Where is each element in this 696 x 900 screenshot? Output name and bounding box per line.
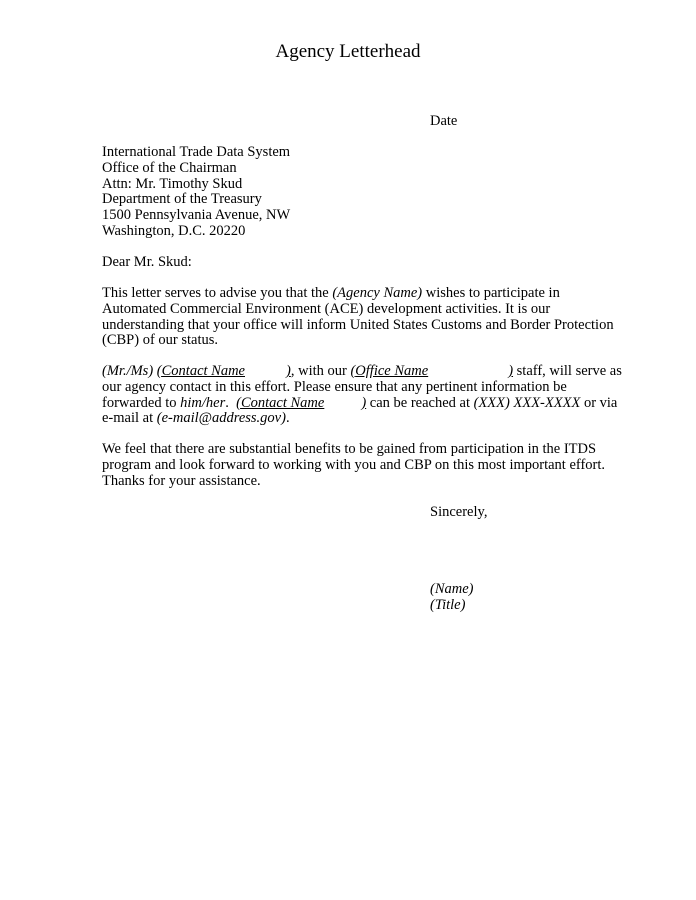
contact-name-field-2 xyxy=(236,395,366,411)
paragraph-line: Automated Commercial Environment (ACE) development activities. It is our xyxy=(102,300,551,317)
paragraph-line xyxy=(102,394,618,412)
email-placeholder: (e-mail@address.gov) xyxy=(156,410,286,427)
phone-placeholder: (XXX) XXX-XXXX xyxy=(473,394,581,411)
closing: Sincerely, xyxy=(430,504,488,520)
paragraph-contact xyxy=(102,363,622,427)
address-line: Office of the Chairman xyxy=(102,159,237,176)
pronoun-placeholder: him/her xyxy=(180,394,226,411)
agency-name-placeholder: (Agency Name) xyxy=(332,285,423,301)
paragraph-line xyxy=(102,411,602,427)
recipient-address xyxy=(102,145,602,240)
contact-name-placeholder: Contact Name xyxy=(240,394,325,411)
text: . xyxy=(225,394,237,411)
paragraph-line: Thanks for your assistance. xyxy=(102,472,261,489)
text: forwarded to xyxy=(102,394,181,411)
paren: ) xyxy=(508,363,514,379)
paragraph-line: program and look forward to working with you and CBP on this most important effort. xyxy=(102,456,606,473)
text: This letter serves to advise you that the xyxy=(102,285,333,301)
signature-block xyxy=(430,582,474,614)
signer-name-placeholder: (Name) xyxy=(430,581,474,597)
text: e-mail at xyxy=(102,410,157,427)
paragraph-line: understanding that your office will inform United States Customs and Border Protection xyxy=(102,316,614,333)
signer-title-placeholder: (Title) xyxy=(430,596,466,613)
office-name-placeholder: Office Name xyxy=(355,363,429,379)
paragraph-line xyxy=(102,286,602,302)
address-line: 1500 Pennsylvania Avenue, NW xyxy=(102,207,291,224)
paragraph-line xyxy=(102,363,622,380)
office-name-field xyxy=(350,363,513,379)
paren: ( xyxy=(350,363,356,379)
paragraph-line: (CBP) of our status. xyxy=(102,332,218,349)
date-placeholder: Date xyxy=(430,113,458,129)
paragraph-thanks xyxy=(102,441,606,489)
letterhead-title: Agency Letterhead xyxy=(275,41,421,62)
address-line: Attn: Mr. Timothy Skud xyxy=(102,175,243,192)
text: can be reached at xyxy=(366,394,474,411)
text: or via xyxy=(580,394,618,411)
text: . xyxy=(285,410,290,427)
paren: ) xyxy=(286,363,291,379)
address-line: International Trade Data System xyxy=(102,144,291,160)
paren: ( xyxy=(236,394,241,411)
address-line: Washington, D.C. 20220 xyxy=(102,222,246,239)
text: , with our xyxy=(290,363,351,379)
contact-name-field xyxy=(157,363,291,379)
text: wishes to participate in xyxy=(422,285,560,301)
paren: ( xyxy=(156,363,162,379)
text: staff, will serve as xyxy=(513,363,622,379)
address-line: Department of the Treasury xyxy=(102,191,262,208)
paren: ) xyxy=(361,394,367,411)
paragraph-line: We feel that there are substantial benefits to be gained from participation in the ITDS xyxy=(102,441,597,457)
paragraph-purpose xyxy=(102,285,614,349)
salutation: Dear Mr. Skud: xyxy=(102,254,192,270)
contact-name-placeholder: Contact Name xyxy=(161,363,245,379)
title-placeholder: (Mr./Ms) xyxy=(102,363,154,379)
paragraph-line: our agency contact in this effort. Please ensure that any pertinent information be xyxy=(102,378,567,395)
